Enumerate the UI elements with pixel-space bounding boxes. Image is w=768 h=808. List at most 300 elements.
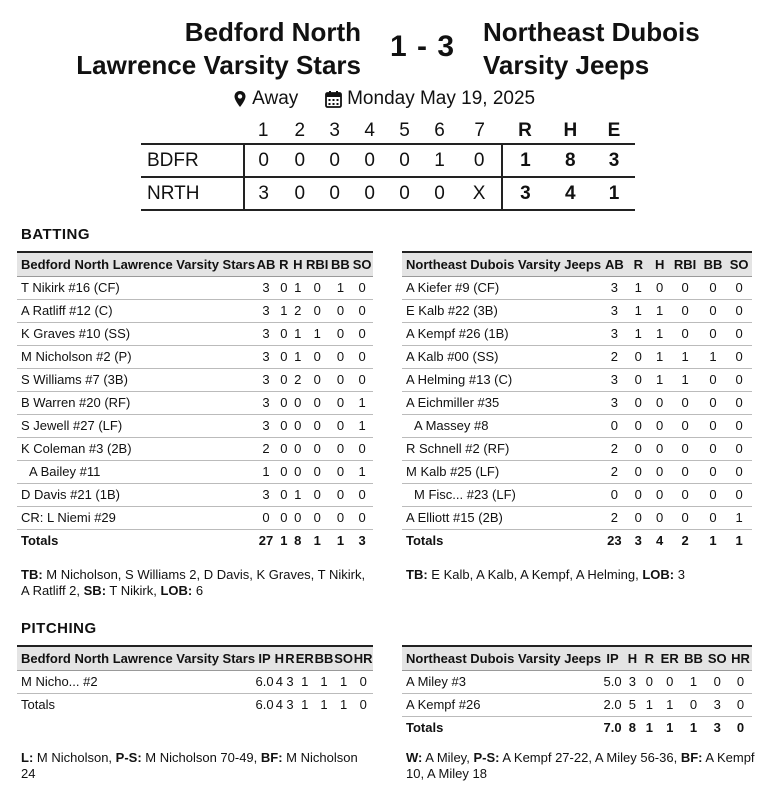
column-header: R [277, 252, 291, 276]
total-cell: 6.0 [255, 697, 274, 713]
column-header: H [291, 252, 305, 276]
stat-cell: 1 [628, 322, 649, 345]
stat-cell: 3 [255, 414, 277, 437]
column-header: R [641, 646, 658, 670]
hits-header: H [563, 119, 578, 141]
stat-cell: 0 [330, 506, 352, 529]
inning-score: 0 [282, 177, 317, 210]
stat-cell: 0 [277, 322, 291, 345]
column-header: AB [601, 252, 628, 276]
stat-cell: 1 [291, 276, 305, 299]
player-name: S Jewell #27 (LF) [17, 414, 255, 437]
stat-cell: 0 [305, 437, 330, 460]
errors-header: E [607, 119, 621, 141]
total-cell: 0 [729, 716, 752, 739]
player-row [17, 391, 373, 414]
stat-cell: 3 [601, 276, 628, 299]
stat-cell: 0 [681, 693, 705, 716]
runs-total: 1 [502, 144, 547, 177]
player-row [17, 414, 373, 437]
total-cell: 1 [330, 529, 352, 552]
player-row [402, 670, 752, 693]
column-header: ER [295, 646, 314, 670]
totals-label: Totals [17, 529, 255, 552]
stat-cell: 3 [255, 276, 277, 299]
total-cell: 1 [301, 697, 309, 713]
stat-cell: 0 [291, 506, 305, 529]
stat-cell: 1 [681, 670, 705, 693]
stat-cell: 0 [291, 391, 305, 414]
stat-cell: 0 [670, 506, 699, 529]
player-row [402, 437, 752, 460]
stat-cell: 6.0 [255, 670, 274, 693]
player-name: A Eichmiller #35 [402, 391, 601, 414]
linescore-row [141, 177, 635, 210]
total-cell: 8 [624, 716, 641, 739]
player-name: M Fisc... #23 (LF) [402, 483, 601, 506]
total-cell: 0 [359, 697, 367, 713]
total-cell: 1 [681, 716, 705, 739]
player-row [402, 322, 752, 345]
total-cell: 7.0 [601, 716, 624, 739]
stat-cell: 0 [277, 506, 291, 529]
stat-cell: 0 [670, 391, 699, 414]
player-name: CR: L Niemi #29 [17, 506, 255, 529]
stat-cell: 1 [351, 391, 373, 414]
stat-cell: 0 [726, 414, 752, 437]
stat-cell: 0 [277, 391, 291, 414]
total-cell: 2 [670, 529, 699, 552]
home-team-name [76, 16, 361, 82]
linescore-team: NRTH [141, 177, 244, 210]
stat-cell: 2 [255, 437, 277, 460]
player-name: M Nicholson #2 (P) [17, 345, 255, 368]
player-name: M Nicho... #2 [17, 670, 255, 693]
totals-label: Totals [21, 697, 55, 713]
stat-cell: 0 [305, 276, 330, 299]
stat-cell: 1 [649, 368, 670, 391]
stat-cell: 0 [670, 460, 699, 483]
stat-cell: 0 [305, 483, 330, 506]
player-row [17, 322, 373, 345]
column-header: H [274, 646, 285, 670]
stat-cell: 0 [305, 299, 330, 322]
stat-cell: 0 [670, 483, 699, 506]
stat-cell: 3 [601, 299, 628, 322]
stat-cell: 3 [601, 391, 628, 414]
stat-cell: 0 [700, 460, 727, 483]
inning-header: 5 [399, 119, 410, 141]
player-row [402, 414, 752, 437]
stat-cell: 0 [351, 483, 373, 506]
total-cell: 3 [628, 529, 649, 552]
stat-cell: 0 [601, 483, 628, 506]
player-name: A Kiefer #9 (CF) [402, 276, 601, 299]
stat-cell: 2 [601, 437, 628, 460]
stat-cell: 0 [628, 483, 649, 506]
stat-cell: 3 [255, 322, 277, 345]
inning-score: 0 [457, 144, 502, 177]
stat-cell: 1 [330, 276, 352, 299]
column-header: H [649, 252, 670, 276]
stat-cell: 0 [330, 345, 352, 368]
stat-cell: 1 [295, 670, 314, 693]
player-row [17, 368, 373, 391]
total-cell: 3 [286, 697, 294, 713]
totals-row [17, 529, 373, 552]
inning-header: 2 [294, 119, 306, 141]
stat-cell: 0 [706, 670, 730, 693]
column-header: AB [255, 252, 277, 276]
stat-cell: 0 [330, 460, 352, 483]
stat-cell: 0 [649, 483, 670, 506]
stat-cell: 0 [700, 368, 727, 391]
column-header: BB [681, 646, 705, 670]
player-name: R Schnell #2 (RF) [402, 437, 601, 460]
stat-cell: 2 [601, 506, 628, 529]
inning-score: 0 [352, 177, 387, 210]
linescore-table [141, 118, 635, 211]
linescore-team: BDFR [141, 144, 244, 177]
player-name: A Kempf #26 (1B) [402, 322, 601, 345]
player-name: A Kempf #26 [402, 693, 601, 716]
stat-cell: 0 [649, 460, 670, 483]
column-header: H [624, 646, 641, 670]
errors-total: 3 [593, 144, 635, 177]
away-batting-table [402, 251, 752, 552]
stat-cell: 0 [726, 391, 752, 414]
total-cell: 1 [658, 716, 682, 739]
stat-cell: 1 [658, 693, 682, 716]
inning-score: 3 [244, 177, 282, 210]
stat-cell: 0 [700, 391, 727, 414]
player-row [402, 506, 752, 529]
location-text: Away [252, 88, 299, 109]
player-row [402, 345, 752, 368]
column-header: SO [706, 646, 730, 670]
stat-cell: 0 [700, 506, 727, 529]
stat-cell: 0 [277, 460, 291, 483]
stat-cell: 1 [291, 322, 305, 345]
player-name: A Ratliff #12 (C) [17, 299, 255, 322]
stat-cell: 4 [274, 670, 285, 693]
inning-score: 0 [387, 144, 422, 177]
stat-cell: 0 [305, 414, 330, 437]
home-batting-table [17, 251, 373, 552]
stat-cell: 0 [670, 276, 699, 299]
stat-cell: 0 [351, 299, 373, 322]
inning-score: 0 [317, 177, 352, 210]
stat-cell: 0 [330, 391, 352, 414]
home-pitching-notes: L: M Nicholson, P-S: M Nicholson 70-49, BF: M Nicholson 24 [21, 750, 358, 781]
home-team-line1: Bedford North [184, 17, 361, 47]
stat-cell: 3 [255, 483, 277, 506]
player-name: A Bailey #11 [17, 460, 255, 483]
stat-cell: 3 [601, 368, 628, 391]
stat-cell: 0 [305, 345, 330, 368]
column-header: HR [729, 646, 752, 670]
stat-cell: 1 [649, 322, 670, 345]
player-row [402, 368, 752, 391]
inning-score: 0 [422, 177, 457, 210]
stat-cell: 0 [291, 460, 305, 483]
player-row [17, 670, 373, 693]
stat-cell: 0 [305, 368, 330, 391]
player-row [402, 460, 752, 483]
inning-score: 0 [352, 144, 387, 177]
inning-header: 1 [257, 119, 269, 141]
total-cell: 1 [305, 529, 330, 552]
hits-total: 4 [548, 177, 593, 210]
stat-cell: 0 [628, 414, 649, 437]
player-row [402, 693, 752, 716]
stat-cell: 0 [641, 670, 658, 693]
stat-cell: 0 [726, 345, 752, 368]
player-name: A Massey #8 [402, 414, 601, 437]
stat-cell: 0 [351, 506, 373, 529]
stat-cell: 0 [277, 345, 291, 368]
player-row [17, 483, 373, 506]
inning-header: 3 [329, 119, 340, 141]
stat-cell: 0 [330, 299, 352, 322]
team-column-header: Bedford North Lawrence Varsity Stars [17, 646, 255, 670]
inning-score: 0 [317, 144, 352, 177]
stat-cell: 0 [330, 483, 352, 506]
stat-cell: 0 [628, 437, 649, 460]
stat-cell: 3 [255, 345, 277, 368]
away-team-name [483, 16, 700, 82]
column-header: SO [726, 252, 752, 276]
player-row [17, 345, 373, 368]
pitching-heading: PITCHING [21, 620, 97, 637]
player-name: K Graves #10 (SS) [17, 322, 255, 345]
inning-score: 0 [387, 177, 422, 210]
runs-total: 3 [502, 177, 547, 210]
home-pitching-table [17, 645, 373, 716]
column-header: R [285, 646, 296, 670]
total-cell: 8 [291, 529, 305, 552]
stat-cell: 0 [729, 670, 752, 693]
stat-cell: 1 [649, 299, 670, 322]
stat-cell: 3 [706, 693, 730, 716]
stat-cell: 0 [649, 276, 670, 299]
total-cell: 3 [351, 529, 373, 552]
stat-cell: 0 [277, 437, 291, 460]
stat-cell: 3 [255, 299, 277, 322]
column-header: ER [658, 646, 682, 670]
stat-cell: 1 [628, 299, 649, 322]
stat-cell: 0 [726, 276, 752, 299]
total-cell: 1 [320, 697, 328, 713]
stat-cell: 0 [658, 670, 682, 693]
stat-cell: 0 [330, 368, 352, 391]
stat-cell: 0 [649, 391, 670, 414]
stat-cell: 0 [628, 506, 649, 529]
stat-cell: 0 [351, 276, 373, 299]
totals-row [402, 716, 752, 739]
stat-cell: 0 [670, 414, 699, 437]
away-batting-notes: TB: E Kalb, A Kalb, A Kempf, A Helming, LOB: 3 [406, 567, 685, 582]
stat-cell: 0 [277, 276, 291, 299]
column-header: R [628, 252, 649, 276]
home-batting-notes: TB: M Nicholson, S Williams 2, D Davis, K Graves, T Nikirk, A Ratliff 2, SB: T Nikirk, LOB: 6 [21, 567, 366, 598]
player-name: D Davis #21 (1B) [17, 483, 255, 506]
column-header: RBI [305, 252, 330, 276]
column-header: HR [353, 646, 373, 670]
away-team-line1: Northeast Dubois [483, 17, 700, 47]
stat-cell: 0 [277, 414, 291, 437]
stat-cell: 3 [285, 670, 296, 693]
team-column-header: Northeast Dubois Varsity Jeeps [402, 252, 601, 276]
game-date: Monday May 19, 2025 [347, 88, 536, 109]
total-cell: 4 [275, 697, 283, 713]
player-name: A Elliott #15 (2B) [402, 506, 601, 529]
stat-cell: 0 [726, 437, 752, 460]
stat-cell: 0 [330, 322, 352, 345]
inning-score: 1 [422, 144, 457, 177]
stat-cell: 0 [351, 345, 373, 368]
stat-cell: 0 [305, 506, 330, 529]
home-team-line2: Lawrence Varsity Stars [76, 50, 361, 80]
total-cell: 27 [255, 529, 277, 552]
away-team-line2: Varsity Jeeps [483, 50, 650, 80]
player-name: K Coleman #3 (2B) [17, 437, 255, 460]
linescore-row [141, 144, 635, 177]
game-meta [0, 88, 768, 110]
inning-header: 6 [434, 119, 445, 141]
player-row [402, 299, 752, 322]
total-cell: 1 [641, 716, 658, 739]
inning-score: 0 [244, 144, 282, 177]
team-column-header: Bedford North Lawrence Varsity Stars [17, 252, 255, 276]
stat-cell: 1 [351, 460, 373, 483]
stat-cell: 0 [353, 670, 373, 693]
away-pitching-table [402, 645, 752, 739]
column-header: SO [334, 646, 354, 670]
player-name: A Miley #3 [402, 670, 601, 693]
stat-cell: 3 [255, 368, 277, 391]
runs-header: R [518, 119, 532, 141]
total-cell: 1 [339, 697, 348, 713]
location-pin-icon [233, 88, 247, 110]
stat-cell: 1 [670, 368, 699, 391]
player-name: E Kalb #22 (3B) [402, 299, 601, 322]
stat-cell: 0 [330, 414, 352, 437]
final-score: 1 - 3 [390, 30, 456, 63]
stat-cell: 1 [700, 345, 727, 368]
stat-cell: 0 [700, 437, 727, 460]
inning-header: 4 [364, 119, 375, 141]
player-row [402, 276, 752, 299]
player-name: A Kalb #00 (SS) [402, 345, 601, 368]
inning-header: 7 [474, 119, 485, 141]
stat-cell: 0 [305, 391, 330, 414]
stat-cell: 0 [726, 368, 752, 391]
stat-cell: 0 [351, 322, 373, 345]
calendar-icon [325, 88, 342, 110]
column-header: BB [314, 646, 334, 670]
stat-cell: 0 [351, 437, 373, 460]
stat-cell: 5 [624, 693, 641, 716]
stat-cell: 2 [291, 299, 305, 322]
totals-row [402, 529, 752, 552]
stat-cell: 1 [726, 506, 752, 529]
stat-cell: 1 [628, 276, 649, 299]
stat-cell: 0 [628, 460, 649, 483]
stat-cell: 3 [601, 322, 628, 345]
player-name: B Warren #20 (RF) [17, 391, 255, 414]
total-cell: 4 [649, 529, 670, 552]
player-row [402, 391, 752, 414]
batting-heading: BATTING [21, 226, 91, 243]
away-pitching-notes: W: A Miley, P-S: A Kempf 27-22, A Miley 56-36, BF: A Kempf 10, A Miley 18 [406, 750, 755, 781]
player-name: T Nikirk #16 (CF) [17, 276, 255, 299]
total-cell: 1 [277, 529, 291, 552]
column-header: SO [351, 252, 373, 276]
totals-label: Totals [402, 529, 601, 552]
stat-cell: 0 [330, 437, 352, 460]
player-name: A Helming #13 (C) [402, 368, 601, 391]
stat-cell: 0 [700, 299, 727, 322]
stat-cell: 0 [649, 437, 670, 460]
stat-cell: 0 [670, 299, 699, 322]
player-row [402, 483, 752, 506]
player-row [17, 506, 373, 529]
stat-cell: 0 [628, 345, 649, 368]
stat-cell: 2 [601, 460, 628, 483]
column-header: IP [255, 646, 274, 670]
player-name: M Kalb #25 (LF) [402, 460, 601, 483]
player-row [17, 299, 373, 322]
stat-cell: 1 [277, 299, 291, 322]
stat-cell: 0 [670, 322, 699, 345]
stat-cell: 2 [291, 368, 305, 391]
total-cell: 1 [700, 529, 727, 552]
stat-cell: 0 [726, 460, 752, 483]
player-row [17, 276, 373, 299]
stat-cell: 0 [351, 368, 373, 391]
column-header: BB [700, 252, 727, 276]
errors-total: 1 [593, 177, 635, 210]
team-column-header: Northeast Dubois Varsity Jeeps [402, 646, 601, 670]
stat-cell: 0 [628, 391, 649, 414]
stat-cell: 0 [700, 414, 727, 437]
stat-cell: 1 [334, 670, 354, 693]
stat-cell: 0 [700, 483, 727, 506]
stat-cell: 1 [649, 345, 670, 368]
stat-cell: 1 [314, 670, 334, 693]
stat-cell: 1 [641, 693, 658, 716]
inning-score: X [457, 177, 502, 210]
stat-cell: 0 [277, 368, 291, 391]
stat-cell: 0 [601, 414, 628, 437]
stat-cell: 0 [291, 437, 305, 460]
totals-label: Totals [402, 716, 601, 739]
stat-cell: 1 [351, 414, 373, 437]
stat-cell: 0 [700, 322, 727, 345]
stat-cell: 1 [255, 460, 277, 483]
player-row [17, 460, 373, 483]
stat-cell: 5.0 [601, 670, 624, 693]
column-header: RBI [670, 252, 699, 276]
player-row [17, 437, 373, 460]
stat-cell: 0 [305, 460, 330, 483]
inning-score: 0 [282, 144, 317, 177]
stat-cell: 0 [649, 414, 670, 437]
stat-cell: 1 [670, 345, 699, 368]
stat-cell: 0 [255, 506, 277, 529]
stat-cell: 3 [624, 670, 641, 693]
